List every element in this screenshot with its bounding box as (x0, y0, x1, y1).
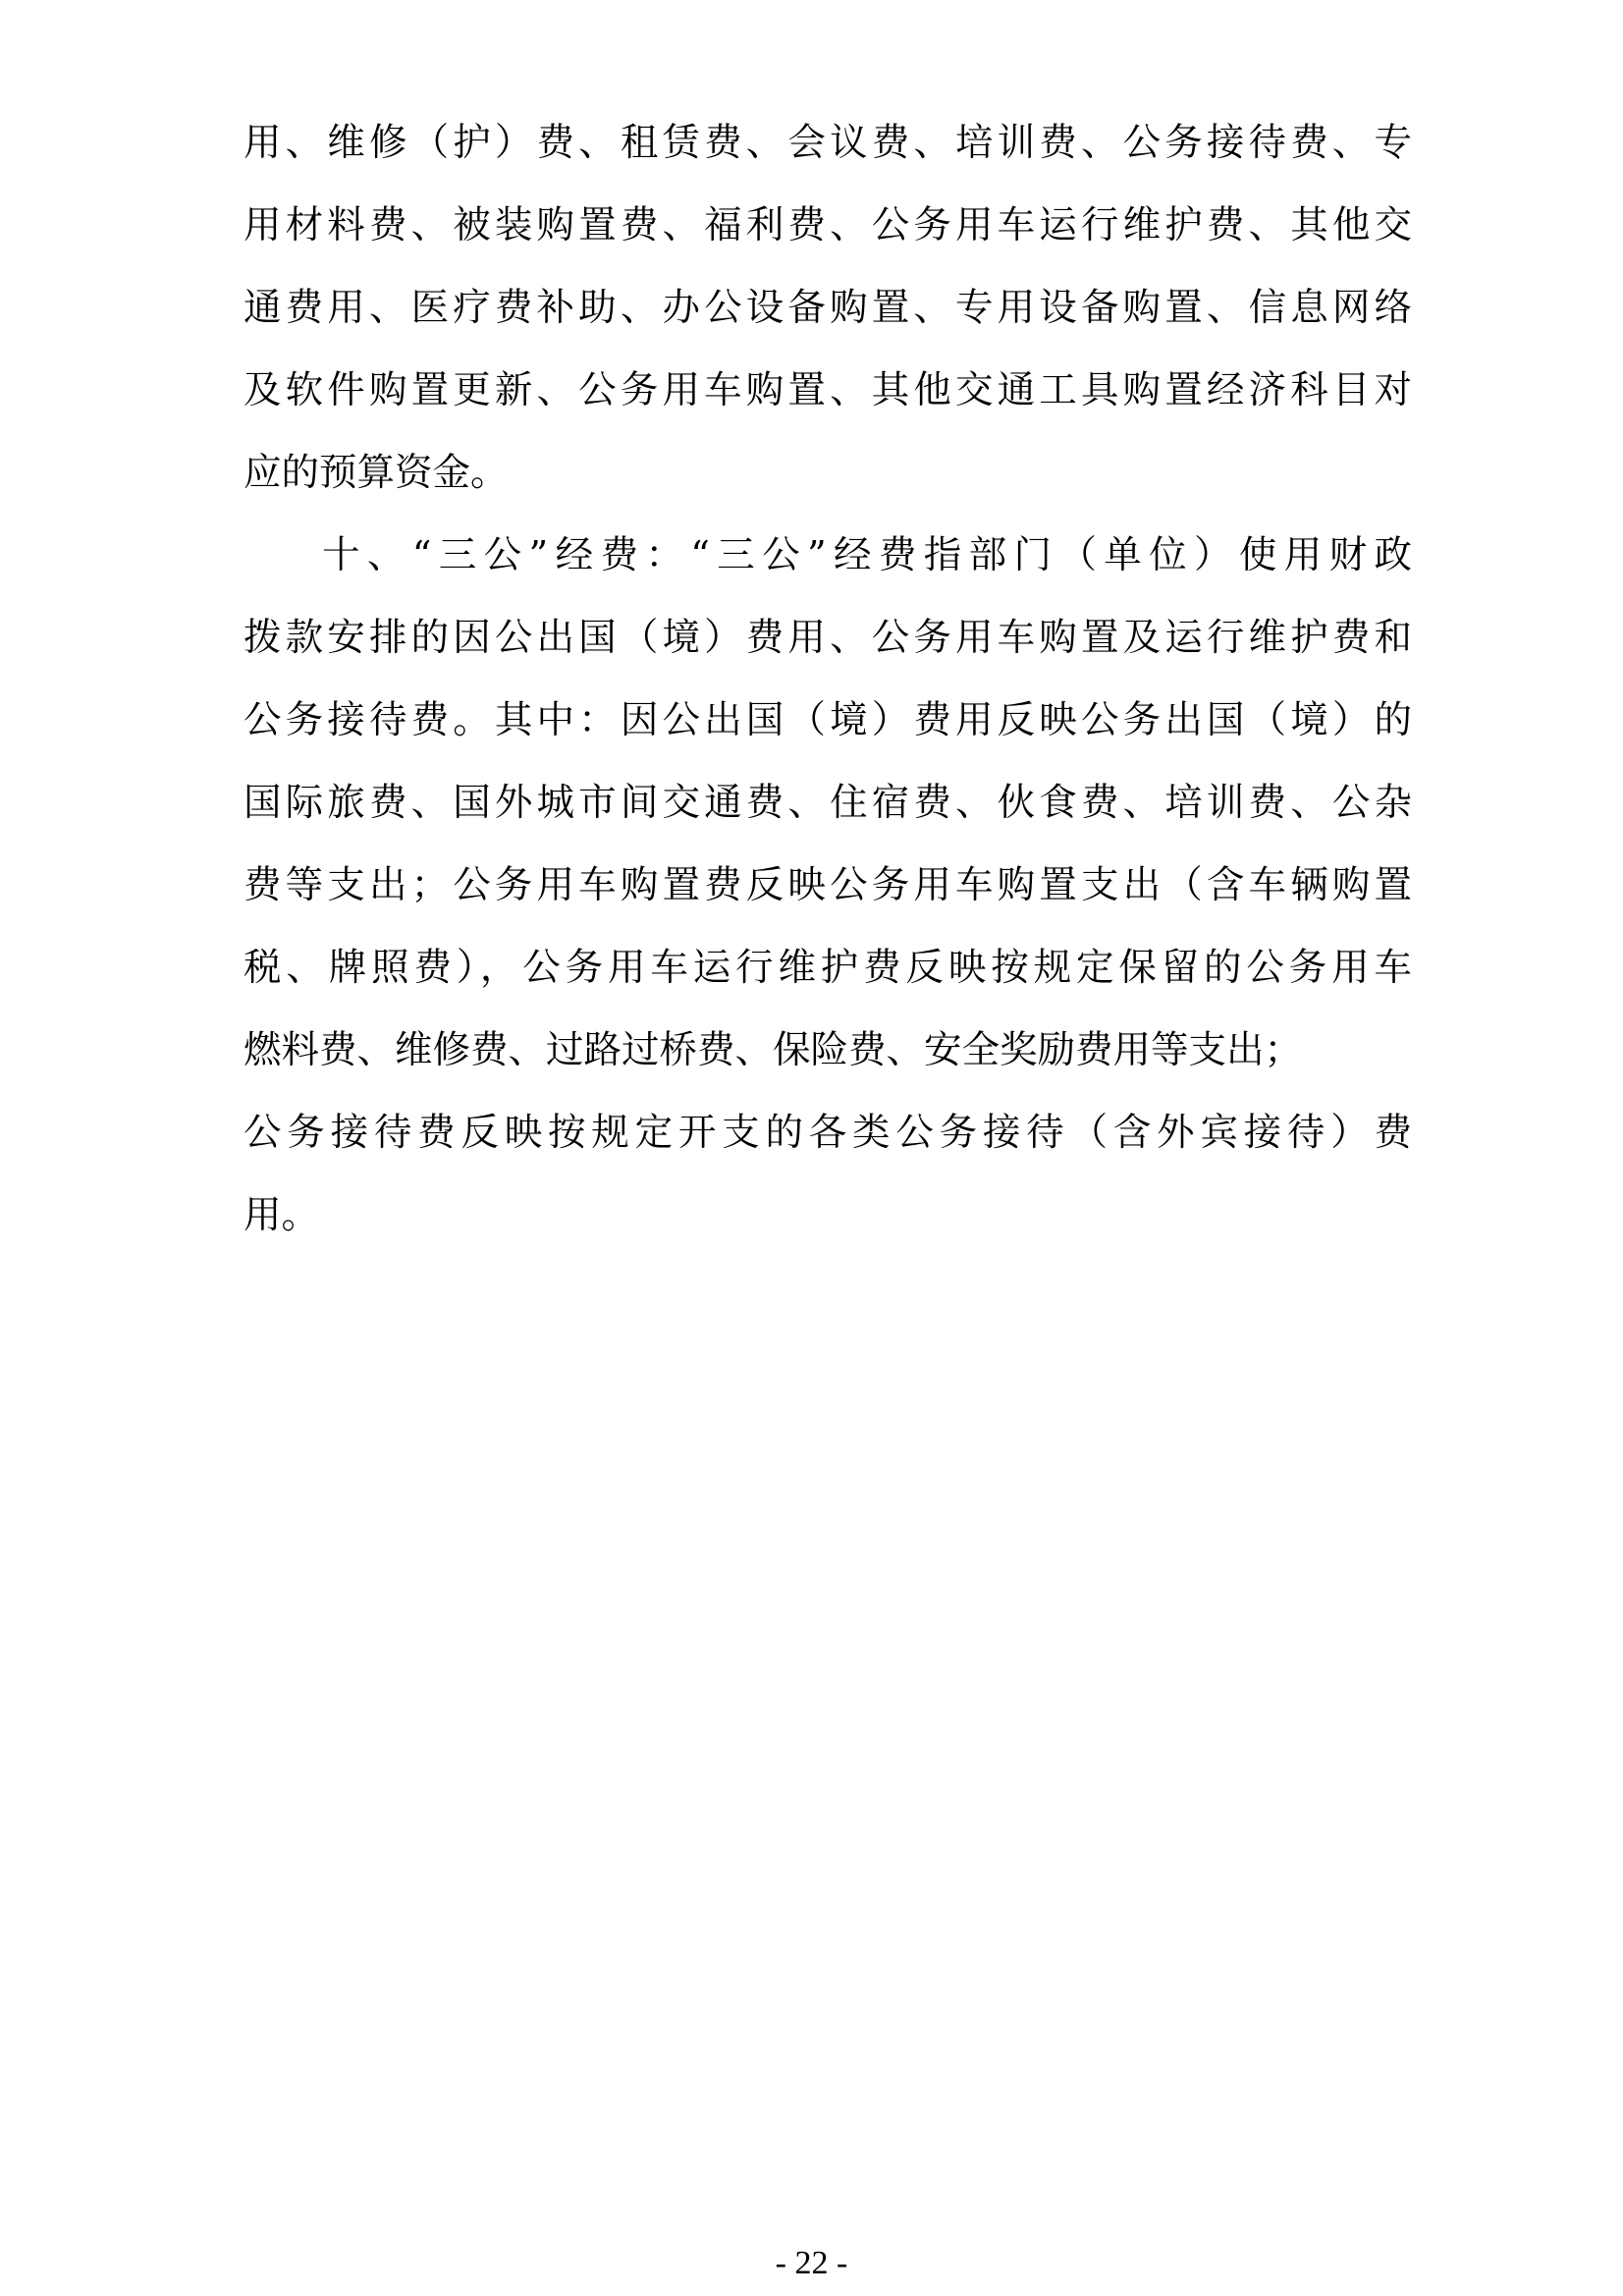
text-line: 税、牌照费），公务用车运行维护费反映按规定保留的公务用车 (243, 946, 1412, 990)
text-line: 燃料费、维修费、过路过桥费、保险费、安全奖励费用等支出； (243, 1028, 1303, 1072)
text-line: 应的预算资金。 (243, 451, 509, 495)
section-heading-line: 十、“三公”经费：“三公”经费指部门（单位）使用财政 (322, 533, 1412, 577)
text-line: 公务接待费。其中：因公出国（境）费用反映公务出国（境）的 (243, 698, 1412, 742)
text-line: 国际旅费、国外城市间交通费、住宿费、伙食费、培训费、公杂 (243, 781, 1412, 825)
text-line: 用材料费、被装购置费、福利费、公务用车运行维护费、其他交 (243, 203, 1412, 247)
text-line: 用。 (243, 1193, 320, 1237)
text-line: 公务接待费反映按规定开支的各类公务接待（含外宾接待）费 (243, 1111, 1412, 1155)
text-line: 及软件购置更新、公务用车购置、其他交通工具购置经济科目对 (243, 368, 1412, 412)
text-line: 拨款安排的因公出国（境）费用、公务用车购置及运行维护费和 (243, 616, 1412, 660)
text-line: 通费用、医疗费补助、办公设备购置、专用设备购置、信息网络 (243, 286, 1412, 330)
body-text (243, 102, 1412, 1257)
text-line: 费等支出；公务用车购置费反映公务用车购置支出（含车辆购置 (243, 863, 1412, 907)
page-number: - 22 - (775, 2245, 848, 2281)
text-line: 用、维修（护）费、租赁费、会议费、培训费、公务接待费、专 (243, 121, 1412, 165)
